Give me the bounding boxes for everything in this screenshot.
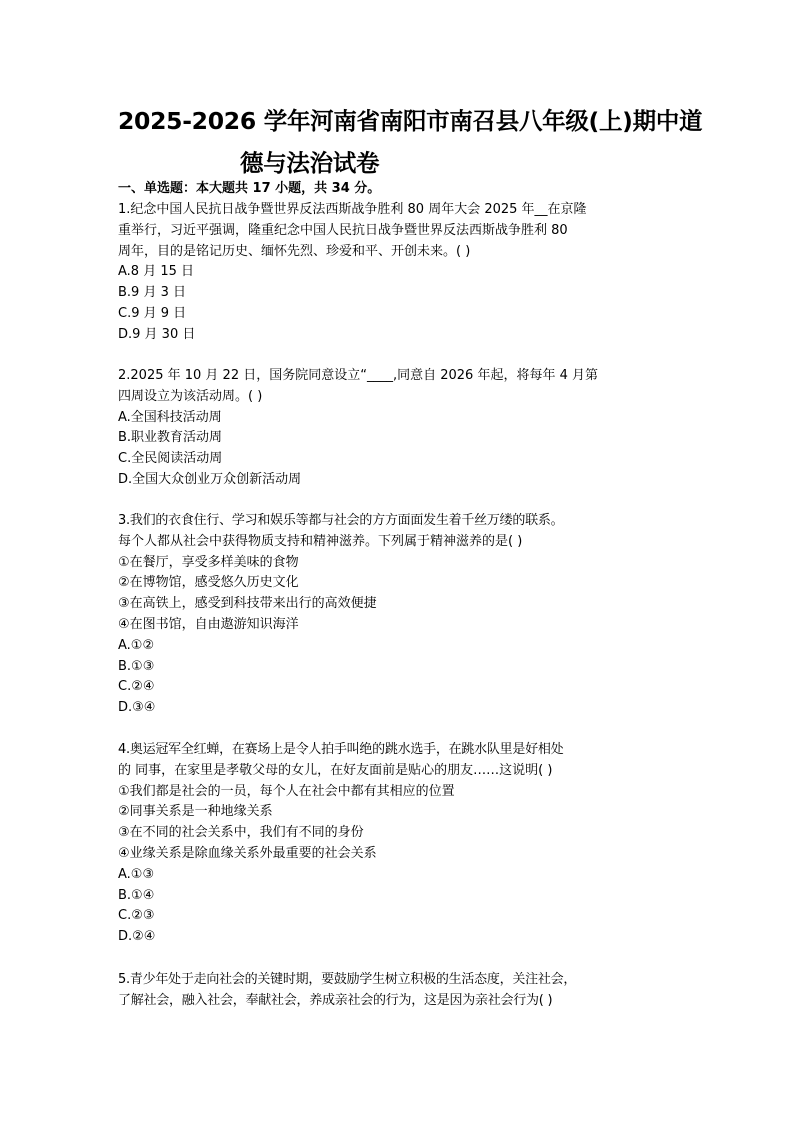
option-d: D.9 月 30 日 — [118, 326, 196, 342]
section-heading: 一、单选题：本大题共 17 小题，共 34 分。 — [118, 181, 381, 196]
statement-item: ③在高铁上，感受到科技带来出行的高效便捷 — [118, 596, 377, 612]
statement-item: ①我们都是社会的一员，每个人在社会中都有其相应的位置 — [118, 783, 455, 799]
question-1 — [118, 200, 688, 346]
question-stem-line: 3.我们的衣食住行、学习和娱乐等都与社会的方方面面发生着千丝万缕的联系。 — [118, 513, 564, 528]
title-line-1: 2025-2026 学年河南省南阳市南召县八年级(上)期中道 — [118, 107, 703, 135]
page-title — [118, 100, 703, 184]
option-b: B.①④ — [118, 887, 155, 903]
title-line-2: 德与法治试卷 — [240, 149, 380, 177]
option-a: A.8 月 15 日 — [118, 264, 195, 280]
option-d: D.全国大众创业万众创新活动周 — [118, 471, 302, 487]
question-stem-line: 了解社会，融入社会，奉献社会，养成亲社会的行为，这是因为亲社会行为( ) — [118, 992, 553, 1008]
question-stem-line: 周年，目的是铭记历史、缅怀先烈、珍爱和平、开创未来。( ) — [118, 243, 471, 259]
statement-item: ②在博物馆，感受悠久历史文化 — [118, 575, 299, 591]
statement-item: ④在图书馆，自由遨游知识海洋 — [118, 616, 299, 632]
question-5 — [118, 970, 688, 1012]
option-b: B.9 月 3 日 — [118, 285, 186, 301]
option-b: B.①③ — [118, 658, 155, 674]
question-stem-line: 四周设立为该活动周。( ) — [118, 388, 263, 404]
statement-item: ②同事关系是一种地缘关系 — [118, 804, 273, 820]
question-stem-line: 4.奥运冠军全红蝉，在赛场上是令人拍手叫绝的跳水选手，在跳水队里是好相处 — [118, 742, 564, 757]
option-d: D.③④ — [118, 700, 156, 716]
option-a: A.①② — [118, 637, 155, 653]
question-stem-line: 5.青少年处于走向社会的关键时期，要鼓励学生树立积极的生活态度，关注社会， — [118, 972, 577, 987]
option-b: B.职业教育活动周 — [118, 430, 223, 446]
option-c: C.②③ — [118, 908, 155, 924]
question-stem-line: 2.2025 年 10 月 22 日，国务院同意设立“____,同意自 2026 年起，将每年 4 月第 — [118, 368, 598, 383]
option-a: A.全国科技活动周 — [118, 409, 222, 425]
question-stem-line: 每个人都从社会中获得物质支持和精神滋养。下列属于精神滋养的是( ) — [118, 533, 523, 549]
statement-item: ①在餐厅，享受多样美味的食物 — [118, 554, 299, 570]
question-stem-line: 1.纪念中国人民抗日战争暨世界反法西斯战争胜利 80 周年大会 2025 年__在京隆 — [118, 202, 587, 217]
option-d: D.②④ — [118, 929, 156, 945]
option-c: C.②④ — [118, 679, 155, 695]
question-stem-line: 的 同事，在家里是孝敬父母的女儿，在好友面前是贴心的朋友……这说明( ) — [118, 762, 553, 778]
statement-item: ③在不同的社会关系中，我们有不同的身份 — [118, 825, 364, 841]
question-stem-line: 重举行，习近平强调，隆重纪念中国人民抗日战争暨世界反法西斯战争胜利 80 — [118, 222, 568, 238]
option-c: C.全民阅读活动周 — [118, 451, 223, 467]
option-c: C.9 月 9 日 — [118, 305, 187, 321]
question-2 — [118, 366, 688, 491]
question-4 — [118, 740, 688, 948]
statement-item: ④业缘关系是除血缘关系外最重要的社会关系 — [118, 845, 377, 861]
question-3 — [118, 511, 688, 719]
option-a: A.①③ — [118, 866, 155, 882]
